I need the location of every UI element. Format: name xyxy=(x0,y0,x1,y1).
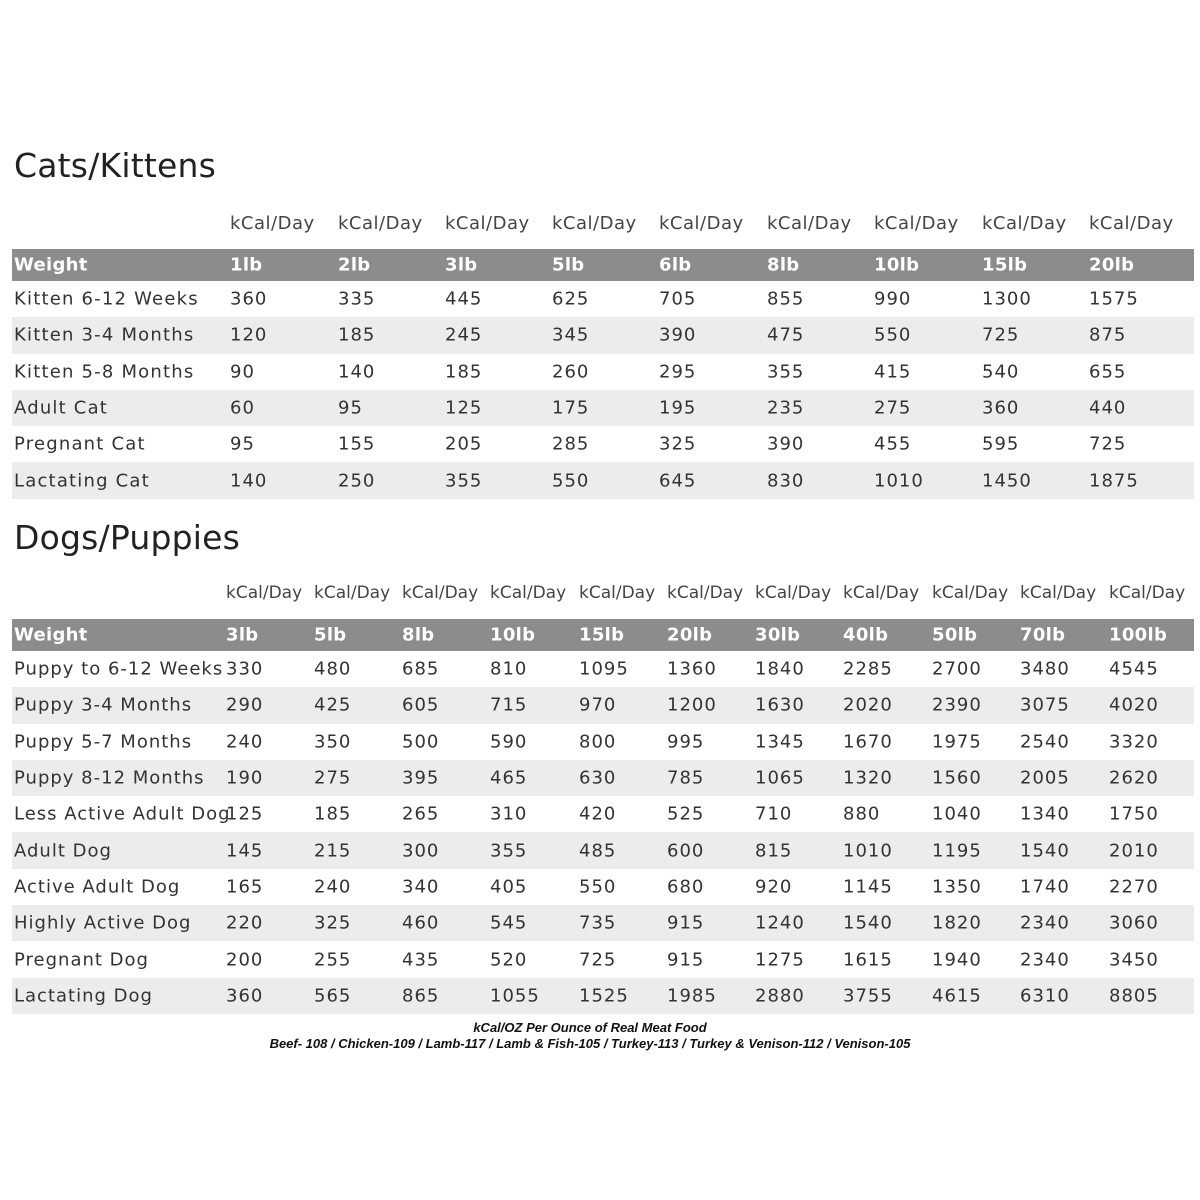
table-cell: 405 xyxy=(490,876,528,898)
header-weight-cell: 8lb xyxy=(767,254,800,276)
table-cell: 485 xyxy=(579,840,617,862)
table-cell: 1670 xyxy=(843,731,893,753)
table-cell: 800 xyxy=(579,731,617,753)
table-row xyxy=(12,317,1194,353)
unit-label: kCal/Day xyxy=(667,583,744,603)
header-weight-cell: 40lb xyxy=(843,624,889,646)
table-cell: 1275 xyxy=(755,949,805,971)
table-cell: 350 xyxy=(314,731,352,753)
unit-label: kCal/Day xyxy=(1020,583,1097,603)
table-cell: 1875 xyxy=(1089,470,1139,492)
table-cell: 1940 xyxy=(932,949,982,971)
table-cell: 2340 xyxy=(1020,912,1070,934)
row-label: Puppy 8-12 Months xyxy=(14,767,205,789)
table-cell: 995 xyxy=(667,731,705,753)
unit-label: kCal/Day xyxy=(659,213,744,234)
table-cell: 2005 xyxy=(1020,767,1070,789)
table-cell: 145 xyxy=(226,840,264,862)
row-label: Lactating Cat xyxy=(14,470,150,492)
table-cell: 1320 xyxy=(843,767,893,789)
table-cell: 990 xyxy=(874,288,912,310)
table-cell: 540 xyxy=(982,361,1020,383)
row-label: Pregnant Cat xyxy=(14,433,146,455)
table-cell: 1525 xyxy=(579,985,629,1007)
table-cell: 310 xyxy=(490,803,528,825)
meat-food-footnote xyxy=(0,1020,1180,1052)
table-cell: 2390 xyxy=(932,694,982,716)
table-cell: 260 xyxy=(552,361,590,383)
table-cell: 1240 xyxy=(755,912,805,934)
table-cell: 420 xyxy=(579,803,617,825)
dogs-unit-row xyxy=(12,583,1194,619)
table-cell: 275 xyxy=(874,397,912,419)
table-cell: 2285 xyxy=(843,658,893,680)
table-cell: 915 xyxy=(667,912,705,934)
table-cell: 1040 xyxy=(932,803,982,825)
table-cell: 275 xyxy=(314,767,352,789)
row-label: Less Active Adult Dog xyxy=(14,803,231,825)
table-cell: 185 xyxy=(445,361,483,383)
dogs-header-row xyxy=(12,619,1194,651)
header-weight-cell: 5lb xyxy=(314,624,347,646)
table-cell: 3060 xyxy=(1109,912,1159,934)
table-cell: 600 xyxy=(667,840,705,862)
table-cell: 1820 xyxy=(932,912,982,934)
table-cell: 165 xyxy=(226,876,264,898)
table-cell: 395 xyxy=(402,767,440,789)
table-cell: 1345 xyxy=(755,731,805,753)
table-cell: 300 xyxy=(402,840,440,862)
unit-label: kCal/Day xyxy=(445,213,530,234)
header-weight-label: Weight xyxy=(14,254,88,276)
table-cell: 4020 xyxy=(1109,694,1159,716)
unit-label: kCal/Day xyxy=(755,583,832,603)
table-row xyxy=(12,724,1194,760)
table-cell: 425 xyxy=(314,694,352,716)
table-cell: 295 xyxy=(659,361,697,383)
table-cell: 195 xyxy=(659,397,697,419)
table-row xyxy=(12,426,1194,462)
table-cell: 475 xyxy=(767,324,805,346)
table-row xyxy=(12,354,1194,390)
table-row xyxy=(12,281,1194,317)
table-cell: 1350 xyxy=(932,876,982,898)
table-cell: 325 xyxy=(314,912,352,934)
table-row xyxy=(12,869,1194,905)
table-cell: 1200 xyxy=(667,694,717,716)
unit-label: kCal/Day xyxy=(932,583,1009,603)
table-cell: 90 xyxy=(230,361,255,383)
table-cell: 1010 xyxy=(874,470,924,492)
unit-label: kCal/Day xyxy=(338,213,423,234)
row-label: Adult Cat xyxy=(14,397,109,419)
cats-kcal-table xyxy=(12,213,1194,499)
table-cell: 220 xyxy=(226,912,264,934)
table-cell: 655 xyxy=(1089,361,1127,383)
footnote-title: kCal/OZ Per Ounce of Real Meat Food xyxy=(473,1020,707,1035)
unit-label: kCal/Day xyxy=(579,583,656,603)
table-cell: 1985 xyxy=(667,985,717,1007)
row-label: Highly Active Dog xyxy=(14,912,192,934)
table-cell: 1560 xyxy=(932,767,982,789)
table-cell: 335 xyxy=(338,288,376,310)
table-cell: 4615 xyxy=(932,985,982,1007)
table-cell: 340 xyxy=(402,876,440,898)
unit-label: kCal/Day xyxy=(226,583,303,603)
table-cell: 190 xyxy=(226,767,264,789)
header-weight-cell: 6lb xyxy=(659,254,692,276)
footnote-flavors: Beef- 108 / Chicken-109 / Lamb-117 / Lamb & Fish-105 / Turkey-113 / Turkey & Venison-112 / Venison-105 xyxy=(269,1036,911,1051)
table-cell: 240 xyxy=(314,876,352,898)
cats-unit-row xyxy=(12,213,1194,249)
table-cell: 95 xyxy=(230,433,255,455)
table-cell: 705 xyxy=(659,288,697,310)
unit-label: kCal/Day xyxy=(1109,583,1186,603)
table-row xyxy=(12,978,1194,1014)
table-cell: 550 xyxy=(579,876,617,898)
table-cell: 1300 xyxy=(982,288,1032,310)
table-cell: 2700 xyxy=(932,658,982,680)
table-cell: 1740 xyxy=(1020,876,1070,898)
table-cell: 1840 xyxy=(755,658,805,680)
table-row xyxy=(12,687,1194,723)
header-weight-cell: 70lb xyxy=(1020,624,1066,646)
table-cell: 1010 xyxy=(843,840,893,862)
unit-label: kCal/Day xyxy=(490,583,567,603)
header-weight-cell: 10lb xyxy=(490,624,536,646)
unit-label: kCal/Day xyxy=(982,213,1067,234)
table-cell: 345 xyxy=(552,324,590,346)
table-cell: 785 xyxy=(667,767,705,789)
table-cell: 200 xyxy=(226,949,264,971)
table-cell: 525 xyxy=(667,803,705,825)
table-cell: 1340 xyxy=(1020,803,1070,825)
table-cell: 240 xyxy=(226,731,264,753)
header-weight-cell: 30lb xyxy=(755,624,801,646)
table-cell: 390 xyxy=(767,433,805,455)
row-label: Pregnant Dog xyxy=(14,949,149,971)
table-cell: 880 xyxy=(843,803,881,825)
table-cell: 875 xyxy=(1089,324,1127,346)
unit-label: kCal/Day xyxy=(843,583,920,603)
unit-label: kCal/Day xyxy=(767,213,852,234)
table-cell: 125 xyxy=(226,803,264,825)
table-cell: 185 xyxy=(338,324,376,346)
row-label: Puppy to 6-12 Weeks xyxy=(14,658,224,680)
header-weight-cell: 50lb xyxy=(932,624,978,646)
table-cell: 1750 xyxy=(1109,803,1159,825)
row-label: Active Adult Dog xyxy=(14,876,181,898)
table-cell: 590 xyxy=(490,731,528,753)
table-cell: 355 xyxy=(490,840,528,862)
table-cell: 810 xyxy=(490,658,528,680)
header-weight-cell: 3lb xyxy=(226,624,259,646)
row-label: Adult Dog xyxy=(14,840,112,862)
table-cell: 3755 xyxy=(843,985,893,1007)
table-cell: 2880 xyxy=(755,985,805,1007)
table-cell: 565 xyxy=(314,985,352,1007)
table-cell: 125 xyxy=(445,397,483,419)
cats-header-row xyxy=(12,249,1194,281)
row-label: Lactating Dog xyxy=(14,985,153,1007)
row-label: Puppy 5-7 Months xyxy=(14,731,193,753)
header-weight-cell: 100lb xyxy=(1109,624,1168,646)
header-weight-cell: 10lb xyxy=(874,254,920,276)
table-cell: 1540 xyxy=(1020,840,1070,862)
table-cell: 175 xyxy=(552,397,590,419)
table-cell: 920 xyxy=(755,876,793,898)
header-weight-cell: 20lb xyxy=(1089,254,1135,276)
header-weight-label: Weight xyxy=(14,624,88,646)
table-cell: 465 xyxy=(490,767,528,789)
table-cell: 545 xyxy=(490,912,528,934)
table-cell: 1630 xyxy=(755,694,805,716)
table-cell: 455 xyxy=(874,433,912,455)
table-cell: 140 xyxy=(230,470,268,492)
table-cell: 120 xyxy=(230,324,268,346)
table-cell: 60 xyxy=(230,397,255,419)
header-weight-cell: 8lb xyxy=(402,624,435,646)
table-cell: 250 xyxy=(338,470,376,492)
table-cell: 3320 xyxy=(1109,731,1159,753)
table-cell: 1540 xyxy=(843,912,893,934)
table-row xyxy=(12,905,1194,941)
table-cell: 2340 xyxy=(1020,949,1070,971)
dogs-kcal-table xyxy=(12,583,1194,1014)
header-weight-cell: 5lb xyxy=(552,254,585,276)
table-cell: 725 xyxy=(1089,433,1127,455)
cats-section-title: Cats/Kittens xyxy=(14,146,217,185)
table-cell: 4545 xyxy=(1109,658,1159,680)
unit-label: kCal/Day xyxy=(1089,213,1174,234)
header-weight-cell: 15lb xyxy=(579,624,625,646)
row-label: Kitten 3-4 Months xyxy=(14,324,195,346)
table-row xyxy=(12,651,1194,687)
table-cell: 185 xyxy=(314,803,352,825)
table-cell: 550 xyxy=(874,324,912,346)
table-cell: 1575 xyxy=(1089,288,1139,310)
header-weight-cell: 15lb xyxy=(982,254,1028,276)
table-cell: 630 xyxy=(579,767,617,789)
table-cell: 1095 xyxy=(579,658,629,680)
table-cell: 360 xyxy=(226,985,264,1007)
table-cell: 715 xyxy=(490,694,528,716)
table-cell: 355 xyxy=(445,470,483,492)
table-cell: 725 xyxy=(982,324,1020,346)
table-cell: 685 xyxy=(402,658,440,680)
header-weight-cell: 3lb xyxy=(445,254,478,276)
table-cell: 2540 xyxy=(1020,731,1070,753)
table-row xyxy=(12,796,1194,832)
table-cell: 460 xyxy=(402,912,440,934)
table-cell: 500 xyxy=(402,731,440,753)
table-cell: 415 xyxy=(874,361,912,383)
table-row xyxy=(12,462,1194,498)
table-cell: 915 xyxy=(667,949,705,971)
unit-label: kCal/Day xyxy=(230,213,315,234)
table-cell: 1360 xyxy=(667,658,717,680)
table-cell: 155 xyxy=(338,433,376,455)
table-cell: 735 xyxy=(579,912,617,934)
table-cell: 1975 xyxy=(932,731,982,753)
table-cell: 3075 xyxy=(1020,694,1070,716)
table-cell: 855 xyxy=(767,288,805,310)
table-cell: 235 xyxy=(767,397,805,419)
table-cell: 140 xyxy=(338,361,376,383)
table-cell: 1145 xyxy=(843,876,893,898)
table-cell: 265 xyxy=(402,803,440,825)
table-cell: 355 xyxy=(767,361,805,383)
table-cell: 3480 xyxy=(1020,658,1070,680)
table-cell: 2020 xyxy=(843,694,893,716)
table-cell: 520 xyxy=(490,949,528,971)
row-label: Puppy 3-4 Months xyxy=(14,694,193,716)
table-cell: 645 xyxy=(659,470,697,492)
table-cell: 865 xyxy=(402,985,440,1007)
table-cell: 245 xyxy=(445,324,483,346)
table-row xyxy=(12,832,1194,868)
table-cell: 830 xyxy=(767,470,805,492)
table-row xyxy=(12,390,1194,426)
table-cell: 285 xyxy=(552,433,590,455)
dogs-section-title: Dogs/Puppies xyxy=(14,518,241,557)
header-weight-cell: 1lb xyxy=(230,254,263,276)
unit-label: kCal/Day xyxy=(552,213,637,234)
table-cell: 2010 xyxy=(1109,840,1159,862)
table-cell: 325 xyxy=(659,433,697,455)
table-cell: 1615 xyxy=(843,949,893,971)
table-cell: 440 xyxy=(1089,397,1127,419)
table-cell: 725 xyxy=(579,949,617,971)
row-label: Kitten 6-12 Weeks xyxy=(14,288,199,310)
table-cell: 2620 xyxy=(1109,767,1159,789)
table-cell: 480 xyxy=(314,658,352,680)
table-cell: 970 xyxy=(579,694,617,716)
table-cell: 595 xyxy=(982,433,1020,455)
table-cell: 215 xyxy=(314,840,352,862)
header-weight-cell: 2lb xyxy=(338,254,371,276)
table-cell: 1055 xyxy=(490,985,540,1007)
table-cell: 680 xyxy=(667,876,705,898)
table-cell: 445 xyxy=(445,288,483,310)
table-cell: 360 xyxy=(230,288,268,310)
table-cell: 605 xyxy=(402,694,440,716)
row-label: Kitten 5-8 Months xyxy=(14,361,195,383)
table-cell: 330 xyxy=(226,658,264,680)
table-cell: 95 xyxy=(338,397,363,419)
table-cell: 2270 xyxy=(1109,876,1159,898)
table-cell: 550 xyxy=(552,470,590,492)
table-cell: 1450 xyxy=(982,470,1032,492)
table-cell: 3450 xyxy=(1109,949,1159,971)
table-cell: 255 xyxy=(314,949,352,971)
table-cell: 1195 xyxy=(932,840,982,862)
unit-label: kCal/Day xyxy=(874,213,959,234)
table-cell: 205 xyxy=(445,433,483,455)
table-cell: 625 xyxy=(552,288,590,310)
unit-label: kCal/Day xyxy=(402,583,479,603)
header-weight-cell: 20lb xyxy=(667,624,713,646)
table-cell: 815 xyxy=(755,840,793,862)
table-cell: 8805 xyxy=(1109,985,1159,1007)
table-row xyxy=(12,941,1194,977)
table-cell: 435 xyxy=(402,949,440,971)
table-row xyxy=(12,760,1194,796)
table-cell: 360 xyxy=(982,397,1020,419)
table-cell: 290 xyxy=(226,694,264,716)
table-cell: 710 xyxy=(755,803,793,825)
unit-label: kCal/Day xyxy=(314,583,391,603)
table-cell: 1065 xyxy=(755,767,805,789)
table-cell: 390 xyxy=(659,324,697,346)
table-cell: 6310 xyxy=(1020,985,1070,1007)
